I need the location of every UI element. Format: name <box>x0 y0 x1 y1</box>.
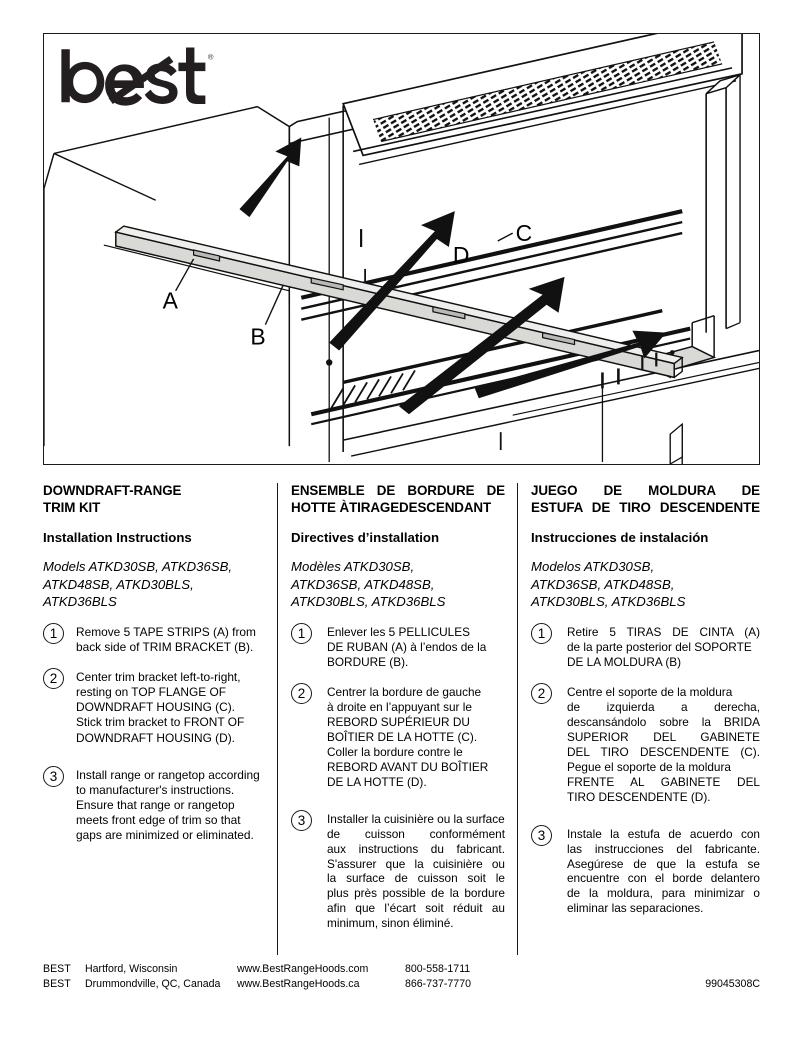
step-text: Enlever les 5 PELLICULES DE RUBAN (A) à l’endos de la BORDURE (B). <box>327 624 487 669</box>
footer-city: Hartford, Wisconsin <box>85 963 178 975</box>
steps-english <box>43 625 263 843</box>
step-item <box>531 827 760 917</box>
step-item <box>43 670 263 746</box>
step-number-badge: 1 <box>43 623 64 644</box>
step-item <box>43 625 263 655</box>
steps-spanish <box>531 625 760 916</box>
footer-website-link[interactable]: www.BestRangeHoods.com <box>237 963 369 975</box>
step-number-badge: 3 <box>43 766 64 787</box>
step-number-badge: 3 <box>291 810 312 831</box>
page-footer <box>43 962 760 993</box>
best-brand-logo <box>58 46 218 108</box>
models-spanish: Modelos ATKD30SB, ATKD36SB, ATKD48SB, ATKD30BLS, ATKD36BLS <box>531 559 686 610</box>
step-text: Centrer la bordure de gauche à droite en l’appuyant sur le REBORD SUPÉRIEUR DU BOÎTIER DE LA HOTTE (C). Coller la bordure contre le REBORD AVANT DU BOÎTIER DE LA HOTTE (D). <box>327 684 489 789</box>
footer-row-us <box>43 962 760 977</box>
assembly-arrow-1 <box>239 138 301 218</box>
document-number: 99045308C <box>705 978 760 990</box>
footer-phone: 866-737-7770 <box>405 978 471 991</box>
column-spanish <box>517 483 760 955</box>
step-item <box>531 625 760 670</box>
step-item <box>43 768 263 844</box>
step-text: Install range or rangetop according to manufacturer's instructions. Ensure that range or rangetop meets front edge of trim so that gaps are minimized or eliminated. <box>76 767 260 843</box>
callout-label-b: B <box>250 323 266 350</box>
step-item <box>291 685 505 790</box>
step-item <box>531 685 760 805</box>
footer-brand: BEST <box>43 978 71 991</box>
instruction-columns <box>43 483 760 955</box>
kit-title-english: DOWNDRAFT-RANGE TRIM KIT <box>43 483 182 515</box>
callout-label-d: D <box>452 241 470 268</box>
step-number-badge: 2 <box>291 683 312 704</box>
footer-website-link[interactable]: www.BestRangeHoods.ca <box>237 978 360 991</box>
subtitle-french: Directives d’installation <box>291 529 440 545</box>
kit-title-french: ENSEMBLE DE BORDURE DE HOTTE ÀTIRAGEDESCENDANT <box>291 483 505 515</box>
step-number-badge: 2 <box>43 668 64 689</box>
column-french <box>277 483 517 955</box>
leader-c <box>498 233 513 241</box>
steps-french <box>291 625 505 931</box>
subtitle-spanish: Instrucciones de instalación <box>531 529 709 545</box>
step-item <box>291 812 505 932</box>
column-english <box>43 483 277 955</box>
callout-label-a: A <box>162 287 178 314</box>
step-number-badge: 3 <box>531 825 552 846</box>
step-number-badge: 2 <box>531 683 552 704</box>
registered-trademark-mark: ® <box>207 52 214 62</box>
step-text: Retire 5 TIRAS DE CINTA (A) de la parte posterior del SOPORTE DE LA MOLDURA (B) <box>567 624 760 669</box>
footer-city: Drummondville, QC, Canada <box>85 978 221 991</box>
subtitle-english: Installation Instructions <box>43 529 192 545</box>
step-number-badge: 1 <box>531 623 552 644</box>
step-text: Instale la estufa de acuerdo con las instrucciones del fabricante. Asegúrese de que la estufa se encuentre con el borde delantero de la moldura, para minimizar o eliminar las separaciones. <box>567 826 760 916</box>
footer-row-canada <box>43 977 760 992</box>
best-logo-wordmark <box>58 46 218 108</box>
models-french: Modèles ATKD30SB, ATKD36SB, ATKD48SB, ATKD30BLS, ATKD36BLS <box>291 559 446 610</box>
footer-brand: BEST <box>43 963 71 975</box>
kit-title-spanish: JUEGO DE MOLDURA DE ESTUFA DE TIRO DESCENDENTE <box>531 483 760 515</box>
leader-b <box>265 285 283 325</box>
step-item <box>291 625 505 670</box>
illustration-panel <box>43 33 760 465</box>
footer-phone: 800-558-1711 <box>405 963 471 975</box>
step-number-badge: 1 <box>291 623 312 644</box>
models-english: Models ATKD30SB, ATKD36SB, ATKD48SB, ATKD30BLS, ATKD36BLS <box>43 559 233 610</box>
step-text: Installer la cuisinière ou la surface de cuisson conformément aux instructions du fabricant. S'assurer que la cuisinière ou la surface de cuisson soit le plus près possible de la bordure afin que l’écart soit réduit au minimum, sinon éliminé. <box>327 811 505 931</box>
callout-label-c: C <box>515 220 533 247</box>
step-text: Centre el soporte de la moldura de izquierda a derecha, descansándolo sobre la BRIDA SUPERIOR DEL GABINETE DEL TIRO DESCENDENTE (C). Pegue el soporte de la moldura FRENTE AL GABINETE DEL TIRO DESCENDENTE (D). <box>567 684 760 804</box>
step-text: Center trim bracket left-to-right, resting on TOP FLANGE OF DOWNDRAFT HOUSING (C). Stick trim bracket to FRONT OF DOWNDRAFT HOUSING (D). <box>76 670 245 745</box>
step-text: Remove 5 TAPE STRIPS (A) from back side of TRIM BRACKET (B). <box>76 624 256 655</box>
